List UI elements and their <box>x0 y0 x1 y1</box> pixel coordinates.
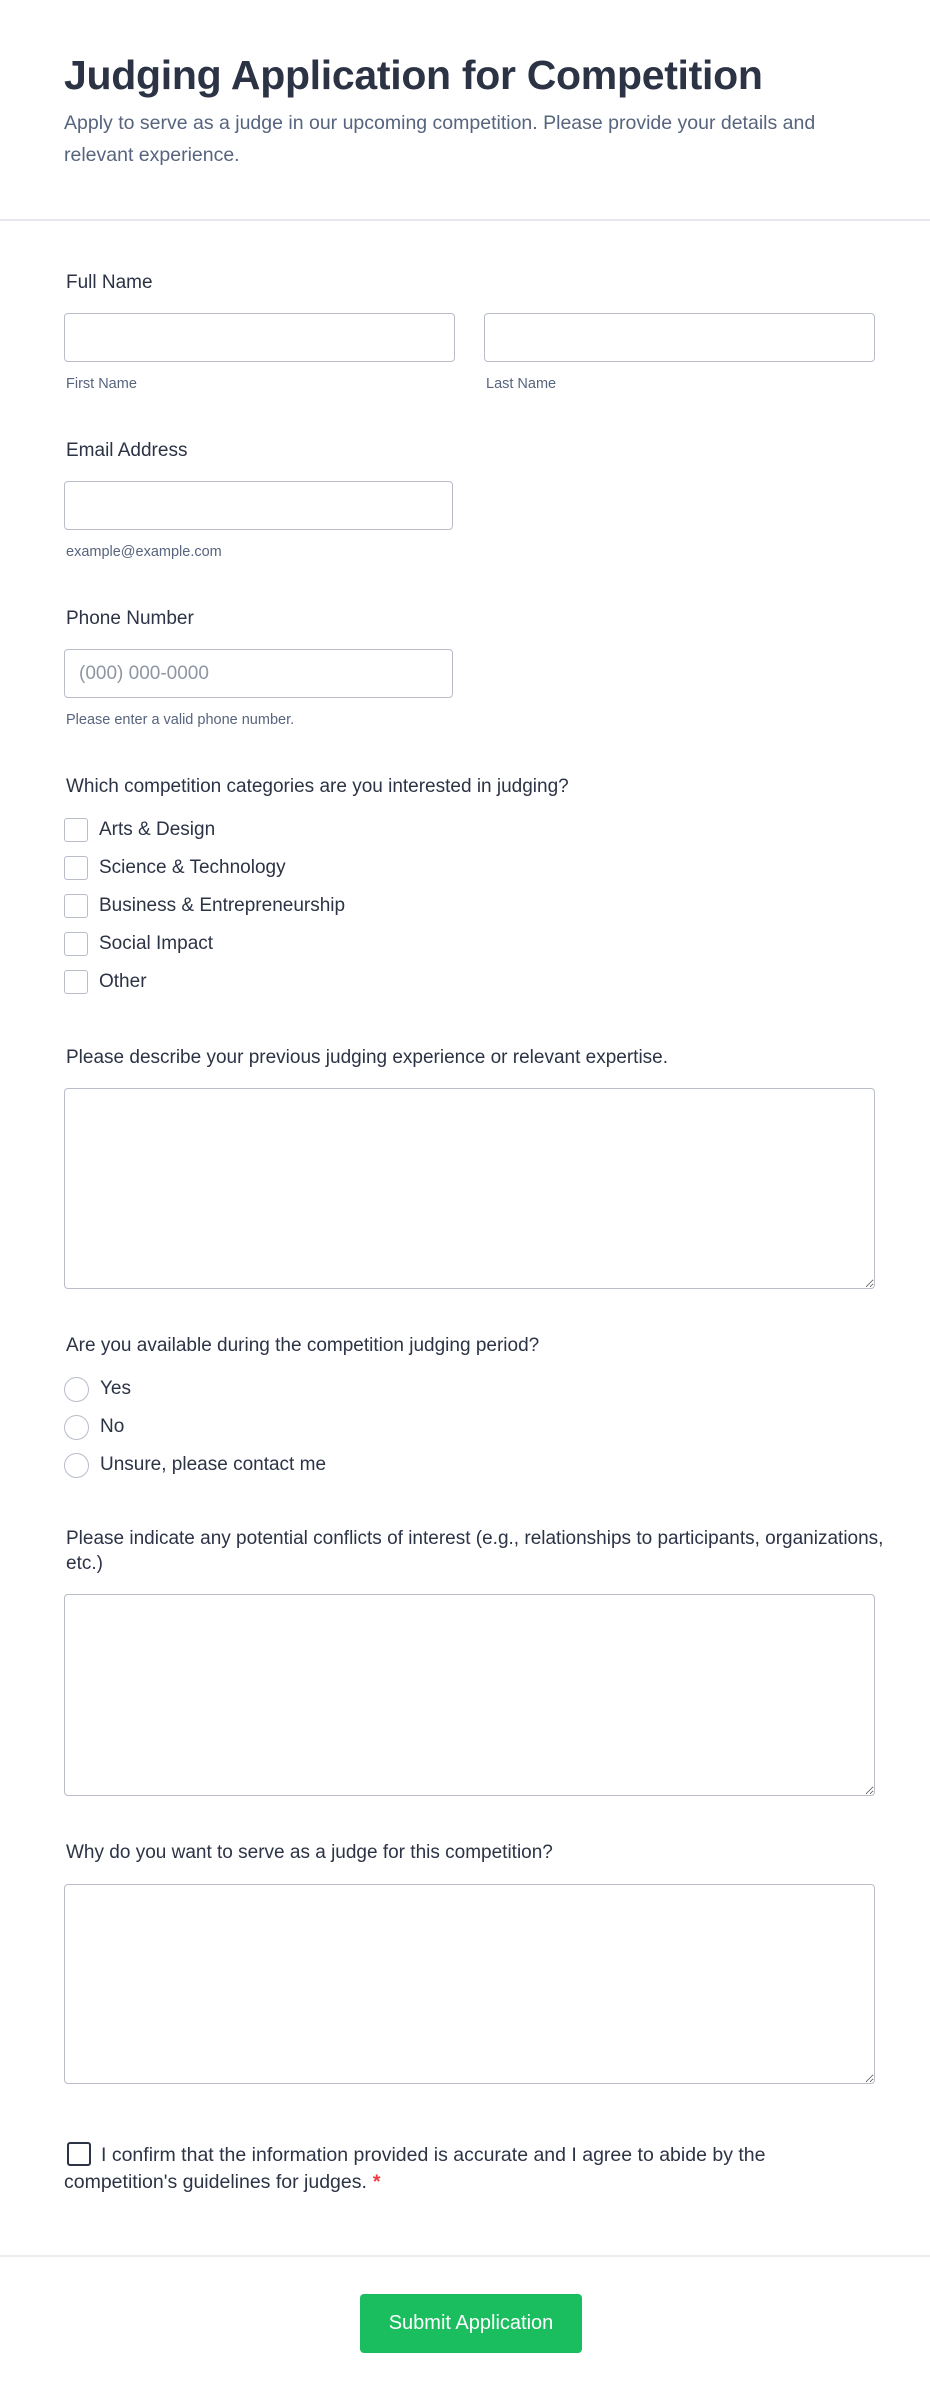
availability-option-unsure[interactable] <box>64 1452 326 1478</box>
option-label: Other <box>99 971 147 992</box>
option-label: Social Impact <box>99 933 214 954</box>
availability-option-no[interactable] <box>64 1414 124 1440</box>
experience-textarea[interactable] <box>64 1088 875 1289</box>
availability-label: Are you available during the competition judging period? <box>66 1335 540 1356</box>
radio-button[interactable] <box>64 1377 89 1402</box>
footer-divider <box>0 2255 930 2257</box>
full-name-label: Full Name <box>66 272 153 293</box>
radio-button[interactable] <box>64 1415 89 1440</box>
confirm-checkbox[interactable] <box>67 2142 91 2166</box>
submit-application-button[interactable]: Submit Application <box>360 2294 582 2353</box>
category-option-social-impact[interactable] <box>64 931 213 957</box>
email-hint: example@example.com <box>66 544 222 560</box>
option-label: Unsure, please contact me <box>100 1454 327 1475</box>
first-name-input[interactable] <box>64 313 455 362</box>
required-asterisk: * <box>372 2171 381 2193</box>
email-label: Email Address <box>66 440 188 461</box>
phone-input[interactable] <box>64 649 453 698</box>
checkbox[interactable] <box>64 856 88 880</box>
option-label: Yes <box>100 1378 131 1399</box>
checkbox[interactable] <box>64 932 88 956</box>
availability-option-yes[interactable] <box>64 1376 131 1402</box>
option-label: Arts & Design <box>99 819 216 840</box>
checkbox[interactable] <box>64 818 88 842</box>
email-input[interactable] <box>64 481 453 530</box>
phone-hint: Please enter a valid phone number. <box>66 712 295 728</box>
categories-label: Which competition categories are you interested in judging? <box>66 776 569 797</box>
motivation-textarea[interactable] <box>64 1884 875 2084</box>
last-name-input[interactable] <box>484 313 875 362</box>
form-header <box>0 0 930 221</box>
checkbox[interactable] <box>64 970 88 994</box>
option-label: Business & Entrepreneurship <box>99 895 346 916</box>
radio-button[interactable] <box>64 1453 89 1478</box>
category-option-other[interactable] <box>64 969 147 995</box>
experience-label: Please describe your previous judging experience or relevant expertise. <box>66 1047 669 1068</box>
phone-label: Phone Number <box>66 608 194 629</box>
confirm-agreement[interactable] <box>64 2142 784 2196</box>
last-name-sublabel: Last Name <box>486 376 557 392</box>
conflicts-label: Please indicate any potential conflicts of interest (e.g., relationships to participants, organizations, etc.) <box>66 1528 884 1574</box>
option-label: No <box>100 1416 125 1437</box>
confirm-text: I confirm that the information provided is accurate and I agree to abide by the competition's guidelines for judges. <box>64 2144 766 2193</box>
conflicts-textarea[interactable] <box>64 1594 875 1796</box>
category-option-arts-design[interactable] <box>64 817 215 843</box>
page-subtitle: Apply to serve as a judge in our upcoming competition. Please provide your details and relevant experience. <box>64 112 816 166</box>
checkbox[interactable] <box>64 894 88 918</box>
first-name-sublabel: First Name <box>66 376 137 392</box>
page-title: Judging Application for Competition <box>64 52 763 98</box>
motivation-label: Why do you want to serve as a judge for this competition? <box>66 1842 553 1863</box>
category-option-business-entrepreneurship[interactable] <box>64 893 345 919</box>
category-option-science-technology[interactable] <box>64 855 286 881</box>
option-label: Science & Technology <box>99 857 286 878</box>
